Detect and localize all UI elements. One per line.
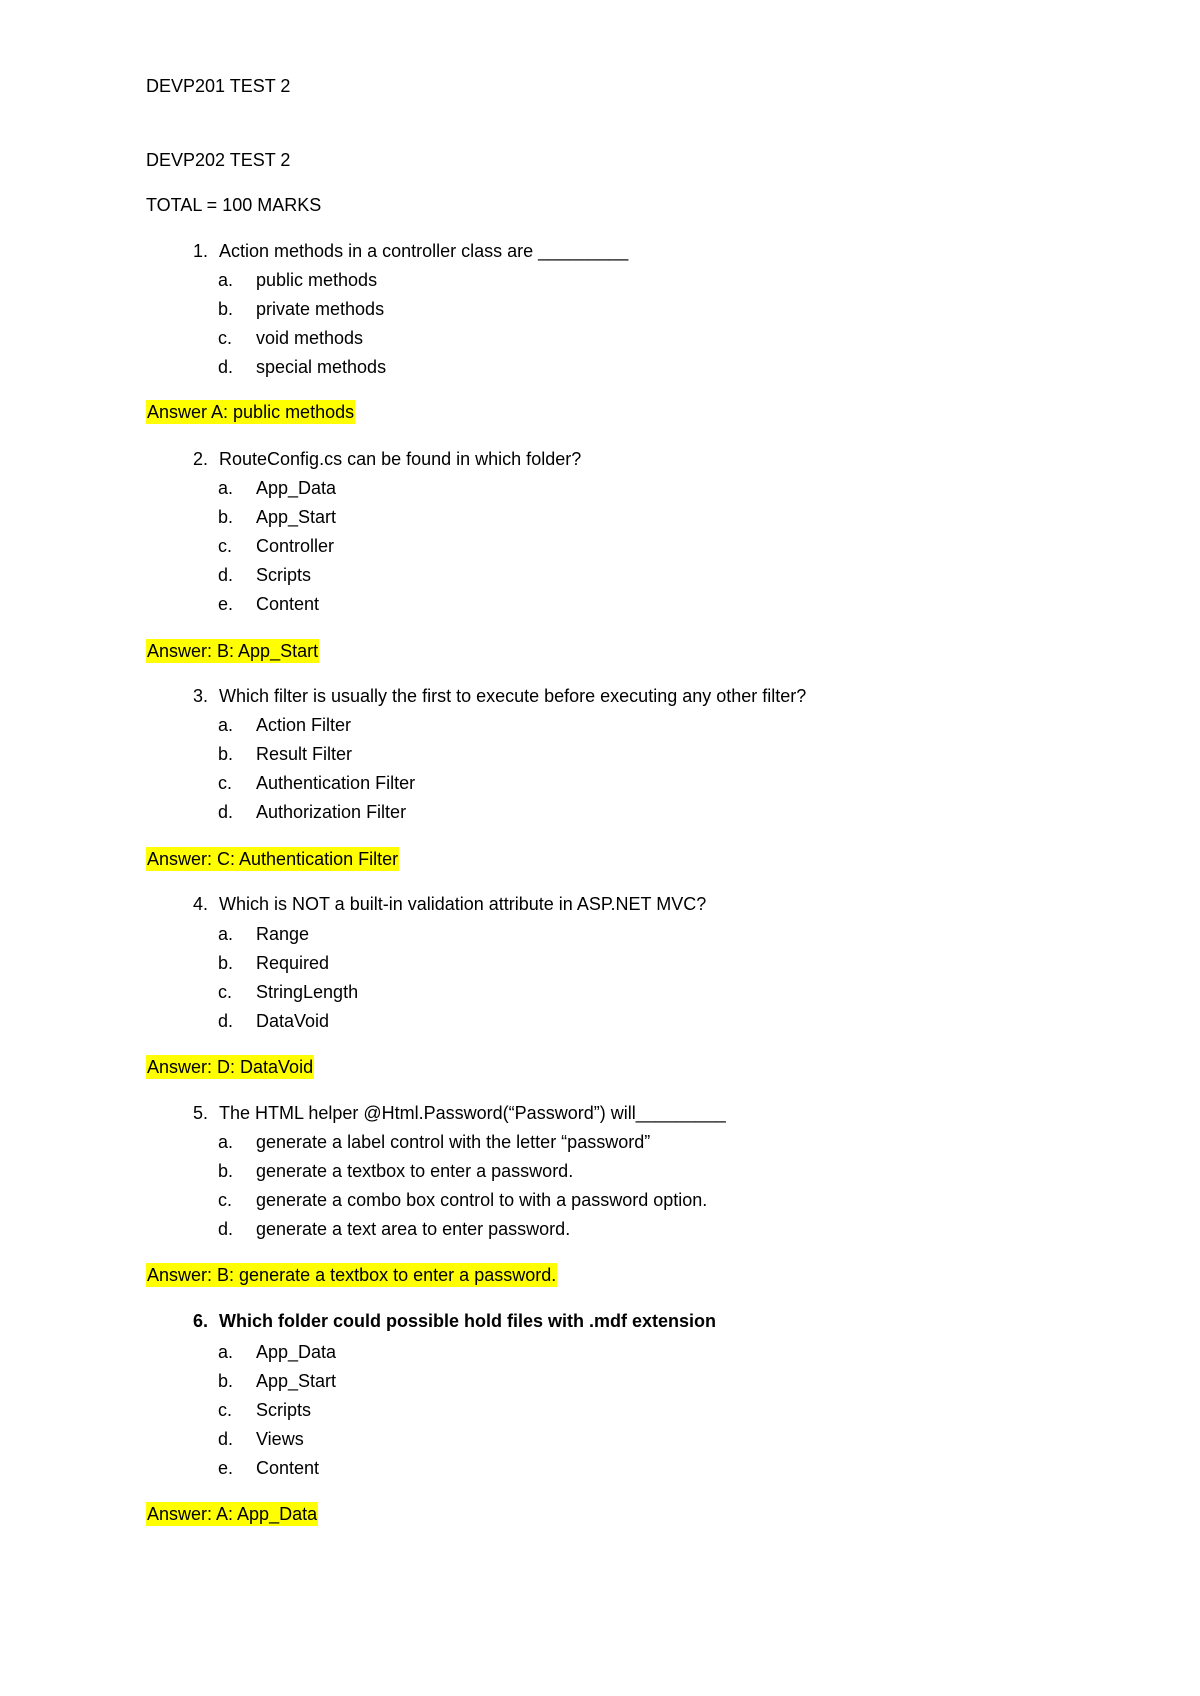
total-marks: TOTAL = 100 MARKS xyxy=(146,195,322,215)
option-letter: a. xyxy=(218,715,234,735)
option-letter: a. xyxy=(218,1342,234,1362)
option-letter: b. xyxy=(218,1161,234,1181)
question-number: 2. xyxy=(192,449,208,469)
option-text: special methods xyxy=(256,357,387,377)
option-letter: d. xyxy=(218,1429,234,1449)
option-text: generate a textbox to enter a password. xyxy=(256,1161,574,1181)
question-text: Which filter is usually the first to execute before executing any other filter? xyxy=(219,686,807,706)
option-letter: c. xyxy=(218,773,233,793)
option-letter: b. xyxy=(218,1371,234,1391)
answer-highlight: Answer A: public methods xyxy=(147,402,355,422)
option-text: App_Start xyxy=(256,1371,337,1391)
option-letter: c. xyxy=(218,1400,233,1420)
option-text: StringLength xyxy=(256,982,359,1002)
question-text: Action methods in a controller class are _________ xyxy=(219,241,629,261)
option-letter: b. xyxy=(218,299,234,319)
option-letter: a. xyxy=(218,1132,234,1152)
option-text: Views xyxy=(256,1429,304,1449)
option-letter: c. xyxy=(218,536,233,556)
question-number: 6. xyxy=(192,1311,208,1331)
option-letter: d. xyxy=(218,802,234,822)
doc-title-1: DEVP201 TEST 2 xyxy=(146,76,291,96)
option-text: App_Start xyxy=(256,507,337,527)
option-letter: e. xyxy=(218,1458,234,1478)
option-letter: d. xyxy=(218,1011,234,1031)
option-text: public methods xyxy=(256,270,378,290)
option-letter: c. xyxy=(218,982,233,1002)
option-letter: a. xyxy=(218,478,234,498)
answer-highlight: Answer: B: generate a textbox to enter a password. xyxy=(147,1265,557,1285)
option-letter: e. xyxy=(218,594,234,614)
question-text: Which is NOT a built-in validation attribute in ASP.NET MVC? xyxy=(219,894,707,914)
option-letter: b. xyxy=(218,744,234,764)
option-text: Content xyxy=(256,1458,320,1478)
answer-highlight: Answer: D: DataVoid xyxy=(147,1057,314,1077)
option-letter: c. xyxy=(218,1190,233,1210)
option-text: Range xyxy=(256,924,310,944)
option-text: App_Data xyxy=(256,478,337,498)
option-text: App_Data xyxy=(256,1342,337,1362)
option-text: Controller xyxy=(256,536,335,556)
question-number: 3. xyxy=(192,686,208,706)
option-text: DataVoid xyxy=(256,1011,330,1031)
option-text: generate a combo box control to with a password option. xyxy=(256,1190,708,1210)
answer-highlight: Answer: A: App_Data xyxy=(147,1504,318,1524)
question-text: Which folder could possible hold files with .mdf extension xyxy=(219,1311,717,1331)
option-letter: b. xyxy=(218,507,234,527)
option-text: Authorization Filter xyxy=(256,802,407,822)
option-text: Scripts xyxy=(256,1400,312,1420)
option-text: void methods xyxy=(256,328,364,348)
option-text: generate a label control with the letter “password” xyxy=(256,1132,651,1152)
option-letter: d. xyxy=(218,357,234,377)
option-text: Result Filter xyxy=(256,744,353,764)
question-number: 1. xyxy=(192,241,208,261)
option-text: Authentication Filter xyxy=(256,773,416,793)
option-letter: d. xyxy=(218,565,234,585)
option-text: Required xyxy=(256,953,330,973)
question-text: RouteConfig.cs can be found in which folder? xyxy=(219,449,582,469)
option-letter: a. xyxy=(218,270,234,290)
answer-highlight: Answer: B: App_Start xyxy=(147,641,319,661)
question-text: The HTML helper @Html.Password(“Password”) will_________ xyxy=(219,1103,726,1123)
option-letter: d. xyxy=(218,1219,234,1239)
option-text: Action Filter xyxy=(256,715,352,735)
option-text: private methods xyxy=(256,299,385,319)
answer-highlight: Answer: C: Authentication Filter xyxy=(147,849,399,869)
option-text: generate a text area to enter password. xyxy=(256,1219,571,1239)
question-number: 5. xyxy=(192,1103,208,1123)
doc-title-2: DEVP202 TEST 2 xyxy=(146,150,291,170)
question-number: 4. xyxy=(192,894,208,914)
option-letter: b. xyxy=(218,953,234,973)
option-text: Content xyxy=(256,594,320,614)
option-letter: a. xyxy=(218,924,234,944)
option-text: Scripts xyxy=(256,565,312,585)
option-letter: c. xyxy=(218,328,233,348)
